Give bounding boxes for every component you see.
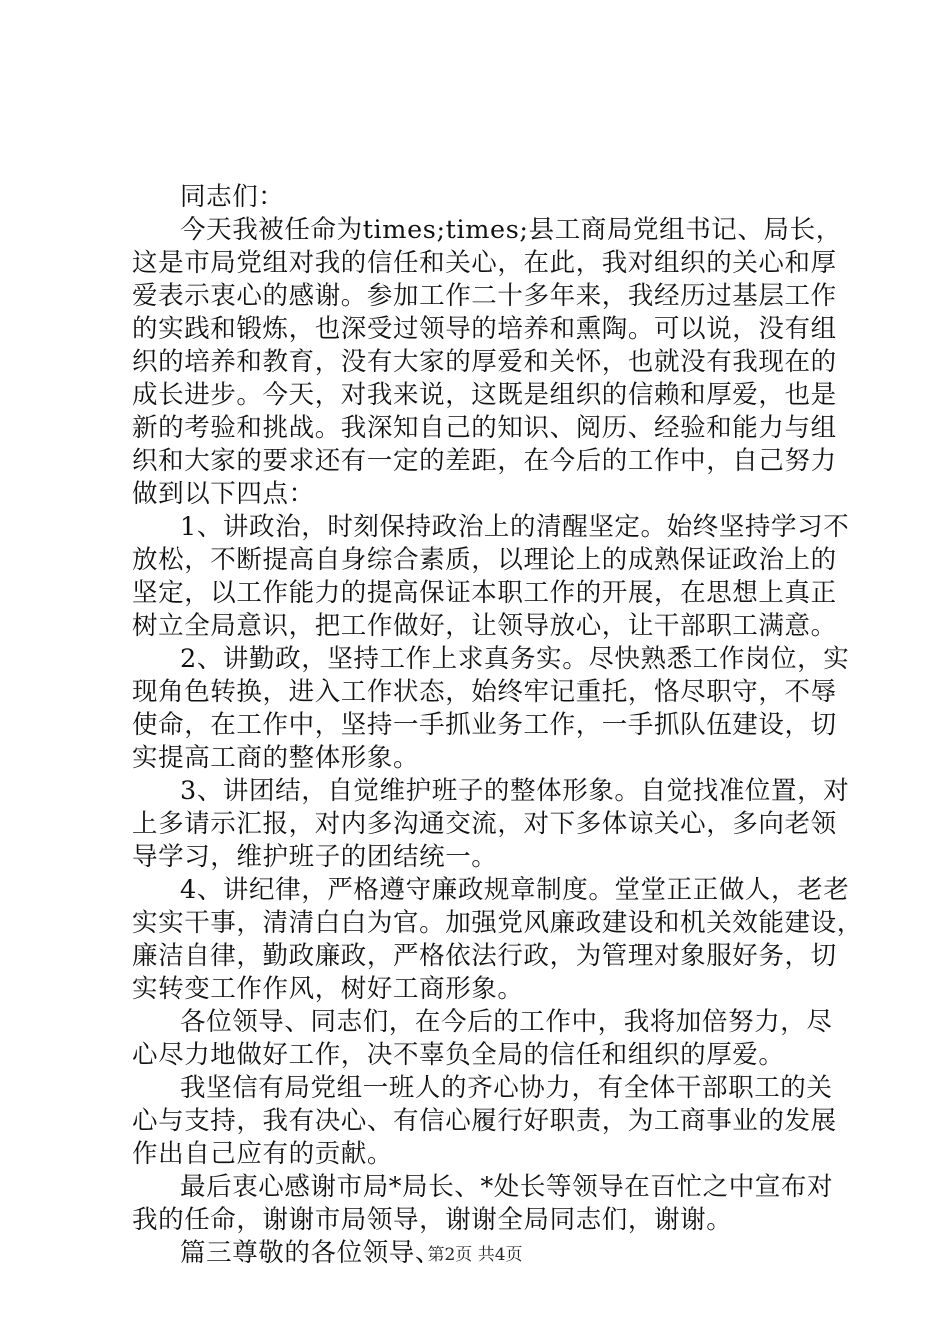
text-line: 各位领导、同志们，在今后的工作中，我将加倍努力，尽: [180, 1007, 833, 1037]
text-line: 实提高工商的整体形象。: [132, 743, 420, 773]
text-line: 坚定，以工作能力的提高保证本职工作的开展，在思想上真正: [132, 578, 837, 608]
text-line: 成长进步。今天，对我来说，这既是组织的信赖和厚爱，也是: [132, 380, 837, 410]
text-line: 最后衷心感谢市局*局长、*处长等领导在百忙之中宣布对: [180, 1172, 834, 1202]
text-line: 2、讲勤政，坚持工作上求真务实。尽快熟悉工作岗位，实: [180, 644, 850, 674]
text-line: 1、讲政治，时刻保持政治上的清醒坚定。始终坚持学习不: [180, 512, 850, 542]
text-line: 篇三尊敬的各位领导、: [180, 1238, 442, 1268]
text-line: 4、讲纪律，严格遵守廉政规章制度。堂堂正正做人，老老: [180, 875, 850, 905]
text-line: 使命，在工作中，坚持一手抓业务工作，一手抓队伍建设，切: [132, 710, 837, 740]
text-line: 我的任命，谢谢市局领导，谢谢全局同志们，谢谢。: [132, 1205, 733, 1235]
text-line: 这是市局党组对我的信任和关心，在此，我对组织的关心和厚: [132, 248, 837, 278]
text-line: 我坚信有局党组一班人的齐心协力，有全体干部职工的关: [180, 1073, 833, 1103]
text-line: 织的培养和教育，没有大家的厚爱和关怀，也就没有我现在的: [132, 347, 837, 377]
text-line: 树立全局意识，把工作做好，让领导放心，让干部职工满意。: [132, 611, 837, 641]
text-line: 导学习，维护班子的团结统一。: [132, 842, 498, 872]
text-line: 实转变工作作风，树好工商形象。: [132, 974, 524, 1004]
text-line: 实实干事，清清白白为官。加强党风廉政建设和机关效能建设，: [132, 908, 863, 938]
text-line: 的实践和锻炼，也深受过领导的培养和熏陶。可以说，没有组: [132, 314, 837, 344]
text-line: 心尽力地做好工作，决不辜负全局的信任和组织的厚爱。: [132, 1040, 785, 1070]
text-line: 做到以下四点：: [132, 479, 315, 509]
text-line: 放松，不断提高自身综合素质，以理论上的成熟保证政治上的: [132, 545, 837, 575]
text-line: 3、讲团结，自觉维护班子的整体形象。自觉找准位置，对: [180, 776, 850, 806]
text-line: 廉洁自律，勤政廉政，严格依法行政，为管理对象服好务，切: [132, 941, 837, 971]
text-line: 上多请示汇报，对内多沟通交流，对下多体谅关心，多向老领: [132, 809, 837, 839]
page-number-footer: 第2页 共4页: [427, 1245, 523, 1265]
text-line: 现角色转换，进入工作状态，始终牢记重托，恪尽职守，不辱: [132, 677, 837, 707]
text-line: 新的考验和挑战。我深知自己的知识、阅历、经验和能力与组: [132, 413, 837, 443]
text-line: 今天我被任命为times;times;县工商局党组书记、局长，: [180, 215, 842, 245]
text-line: 心与支持，我有决心、有信心履行好职责，为工商事业的发展: [132, 1106, 837, 1136]
text-line: 作出自己应有的贡献。: [132, 1139, 394, 1169]
text-line: 爱表示衷心的感谢。参加工作二十多年来，我经历过基层工作: [132, 281, 837, 311]
text-line: 织和大家的要求还有一定的差距，在今后的工作中，自己努力: [132, 446, 837, 476]
text-line: 同志们：: [180, 182, 285, 212]
